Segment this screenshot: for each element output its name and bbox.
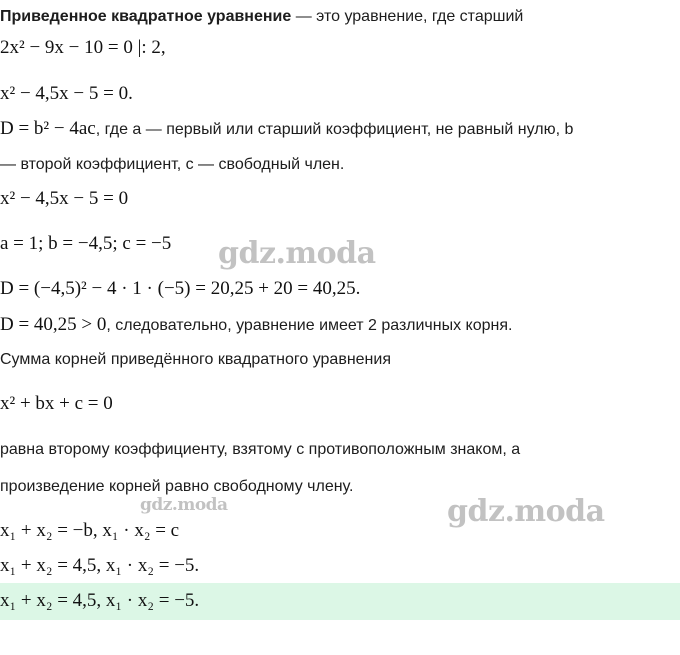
vieta-sum-text: равна второму коэффициенту, взятому с противоположным знаком, а	[0, 441, 521, 458]
discriminant-formula: D = b² − 4ac	[0, 118, 96, 139]
equation-reduced: x² − 4,5x − 5 = 0.	[0, 83, 133, 104]
intro-rest: — это уравнение, где старший	[291, 8, 524, 25]
equation-original: 2x² − 9x − 10 = 0 |: 2,	[0, 37, 166, 58]
discriminant-definition	[0, 118, 573, 140]
discriminant-calculation: D = (−4,5)² − 4 · 1 · (−5) = 20,25 + 20 = 40,25.	[0, 278, 361, 299]
discriminant-explanation: , где a — первый или старший коэффициент, не равный нулю, b	[95, 121, 574, 138]
watermark-logo-small: gdz.moda	[140, 495, 228, 515]
general-equation: x² + bx + c = 0	[0, 393, 113, 414]
equation-reduced-2: x² − 4,5x − 5 = 0	[0, 188, 129, 209]
coefficient-explanation: — второй коэффициент, c — свободный член.	[0, 156, 345, 173]
watermark-logo-right: gdz.moda	[447, 494, 605, 529]
final-answer: x₁ + x₂ = 4,5, x₁ · x₂ = −5.	[0, 590, 200, 611]
discriminant-conclusion	[0, 314, 512, 336]
vieta-formulas: x₁ + x₂ = −b, x₁ · x₂ = c	[0, 520, 180, 541]
conclusion-text: , следовательно, уравнение имеет 2 различных корня.	[106, 317, 513, 334]
discriminant-value: D = 40,25 > 0	[0, 314, 107, 335]
vieta-applied: x₁ + x₂ = 4,5, x₁ · x₂ = −5.	[0, 555, 200, 576]
vieta-intro: Сумма корней приведённого квадратного уравнения	[0, 351, 391, 368]
intro-line	[0, 8, 523, 26]
watermark-logo: gdz.moda	[218, 236, 376, 271]
coefficients-line: a = 1; b = −4,5; c = −5	[0, 233, 172, 254]
term-bold: Приведенное квадратное уравнение	[0, 8, 292, 25]
vieta-product-text: произведение корней равно свободному члену.	[0, 478, 354, 495]
